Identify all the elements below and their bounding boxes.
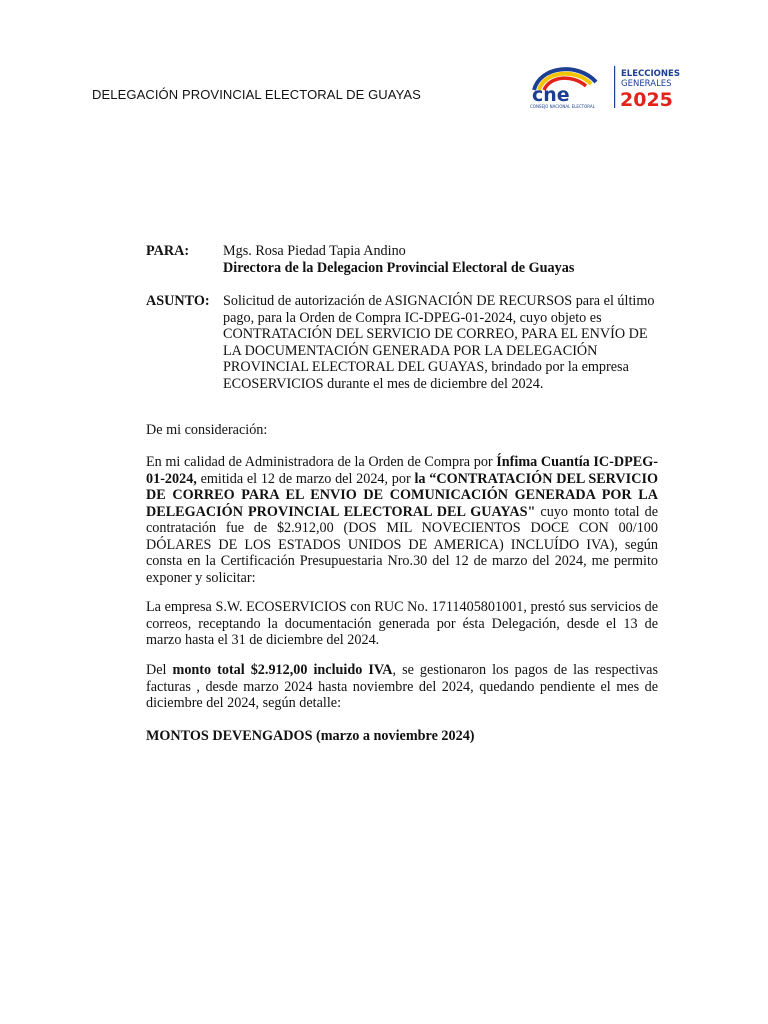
para-title: Directora de la Delegacion Provincial Electoral de Guayas [223,260,575,276]
cne-elecciones-logo [526,60,686,112]
asunto-line: ECOSERVICIOS durante el mes de diciembre del 2024. [223,375,544,392]
paragraph-2: La empresa S.W. ECOSERVICIOS con RUC No. 1711405801001, prestó sus servicios de correos, receptando la documentación generada por ésta Delegación, desde el 13 de marzo hasta el 31 de diciembre del 2024. [146,599,658,648]
p3-text-2: , se gestionaron los pagos de las respectivas facturas , desde marzo 2024 hasta noviembre del 2024, quedando pendiente el mes de diciembre del 2024, según detalle: [146,662,658,711]
asunto-line: pago, para la Orden de Compra IC-DPEG-01-2024, cuyo objeto es [223,309,602,326]
logo-cne-text: cne [532,84,570,106]
header-title: DELEGACIÓN PROVINCIAL ELECTORAL DE GUAYAS [92,87,421,102]
asunto-text [223,293,663,392]
logo-cne-subtitle: CONSEJO NACIONAL ELECTORAL [530,104,595,109]
p1-text-3: cuyo monto total de contratación fue de $2.912,00 (DOS MIL NOVECIENTOS DOCE CON 00/100 DÓLARES DE LOS ESTADOS UNIDOS DE AMERICA) INCLUÍDO IVA), según consta en la Certificación Presupuestaria Nro.30 del 12 de marzo del 2024, me permito exponer y solicitar: [146,503,658,586]
p1-text-2: emitida el 12 de marzo del 2024, por [196,470,415,487]
asunto-line: LA DOCUMENTACIÓN GENERADA POR LA DELEGACIÓN [223,342,598,359]
asunto-line: CONTRATACIÓN DEL SERVICIO DE CORREO, PARA EL ENVÍO DE [223,326,648,342]
logo-year: 2025 [620,89,673,111]
p1-bold-1: Ínfima Cuantía IC-DPEG-01-2024, [146,454,659,487]
paragraph-1 [146,454,658,586]
section-heading: MONTOS DEVENGADOS (marzo a noviembre 2024) [146,728,475,744]
p3-text-1: Del [146,662,173,678]
para-label: PARA: [146,243,190,259]
asunto-line: PROVINCIAL ELECTORAL DEL GUAYAS, brindado por la empresa [223,359,629,375]
logo-generales: GENERALES [621,79,672,89]
logo-elecciones: ELECCIONES [621,69,680,79]
p3-bold-1: monto total $2.912,00 incluido IVA [172,662,393,678]
asunto-label: ASUNTO: [146,293,210,309]
paragraph-3 [146,662,658,712]
logo-divider [614,66,615,108]
greeting: De mi consideración: [146,422,268,438]
asunto-line: Solicitud de autorización de ASIGNACIÓN DE RECURSOS para el último [223,293,655,309]
para-name: Mgs. Rosa Piedad Tapia Andino [223,243,406,259]
p1-text-1: En mi calidad de Administradora de la Orden de Compra por [146,454,497,470]
p1-bold-2: la “CONTRATACIÓN DEL SERVICIO DE CORREO PARA EL ENVIO DE COMUNICACIÓN GENERADA POR LA DELEGACIÓN PROVINCIAL ELECTORAL DEL GUAYAS" [146,470,658,520]
